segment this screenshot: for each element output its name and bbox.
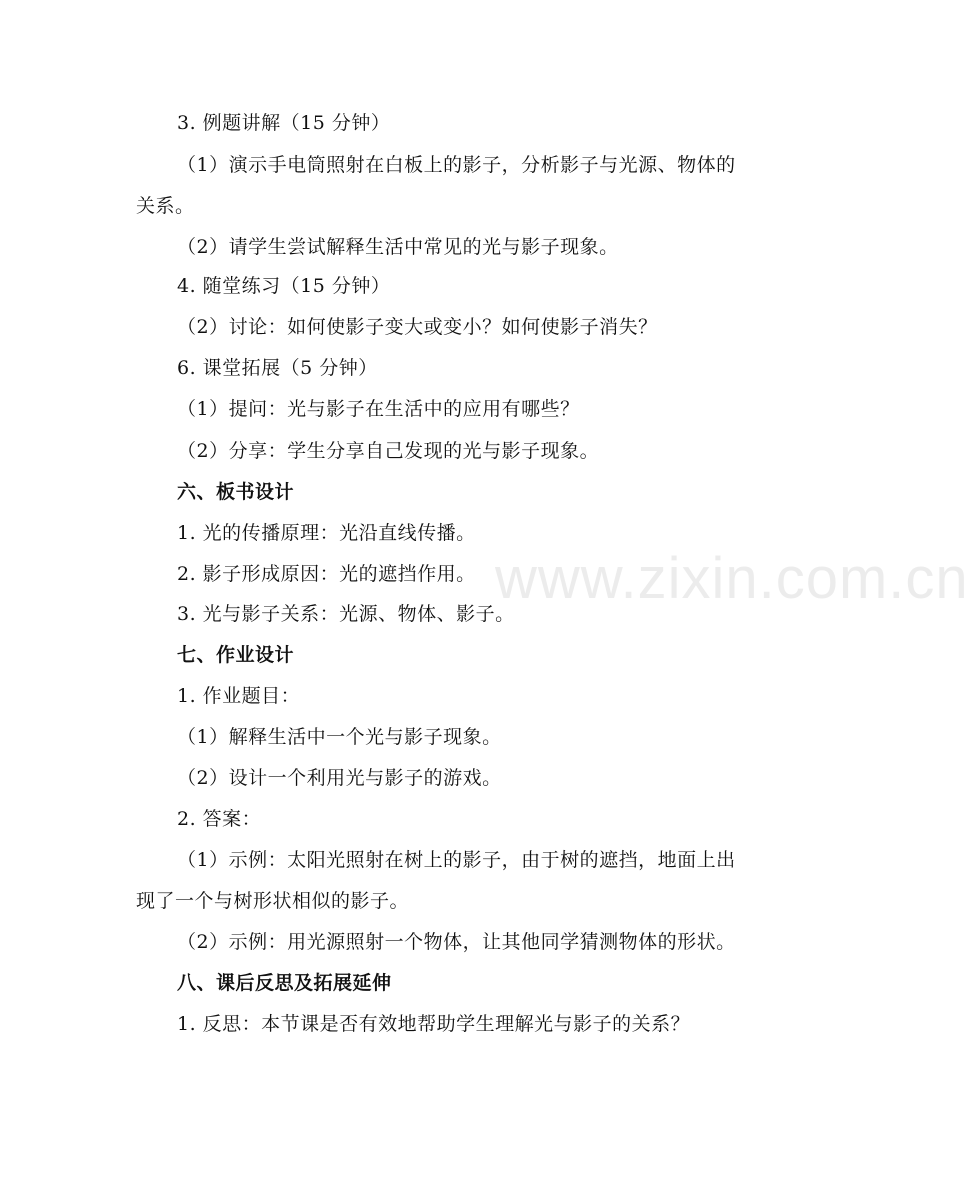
text-line: 2. 影子形成原因：光的遮挡作用。 — [177, 563, 476, 585]
text-line: （2）设计一个利用光与影子的游戏。 — [177, 767, 502, 789]
text-line: （1）演示手电筒照射在白板上的影子，分析影子与光源、物体的 — [177, 154, 736, 176]
text-line: 现了一个与树形状相似的影子。 — [136, 890, 410, 912]
section-heading: 八、课后反思及拓展延伸 — [177, 972, 392, 994]
text-line: 3. 例题讲解（15 分钟） — [177, 112, 391, 134]
text-line: 4. 随堂练习（15 分钟） — [177, 275, 391, 297]
text-line: 2. 答案： — [177, 808, 262, 830]
text-line: 关系。 — [136, 195, 195, 217]
text-line: （2）讨论：如何使影子变大或变小？如何使影子消失？ — [177, 316, 658, 338]
text-line: 1. 作业题目： — [177, 685, 301, 707]
text-line: 1. 光的传播原理：光沿直线传播。 — [177, 522, 476, 544]
text-line: 3. 光与影子关系：光源、物体、影子。 — [177, 603, 515, 625]
text-line: （2）请学生尝试解释生活中常见的光与影子现象。 — [177, 236, 619, 258]
text-line: （2）示例：用光源照射一个物体，让其他同学猜测物体的形状。 — [177, 931, 736, 953]
text-line: （1）提问：光与影子在生活中的应用有哪些？ — [177, 398, 580, 420]
section-heading: 六、板书设计 — [177, 481, 295, 503]
text-line: （1）解释生活中一个光与影子现象。 — [177, 726, 502, 748]
text-line: （2）分享：学生分享自己发现的光与影子现象。 — [177, 440, 600, 462]
text-line: （1）示例：太阳光照射在树上的影子，由于树的遮挡，地面上出 — [177, 849, 736, 871]
section-heading: 七、作业设计 — [177, 644, 295, 666]
watermark: www.zixin.com.cn — [495, 546, 969, 611]
text-line: 6. 课堂拓展（5 分钟） — [177, 357, 378, 379]
text-line: 1. 反思：本节课是否有效地帮助学生理解光与影子的关系？ — [177, 1013, 691, 1035]
